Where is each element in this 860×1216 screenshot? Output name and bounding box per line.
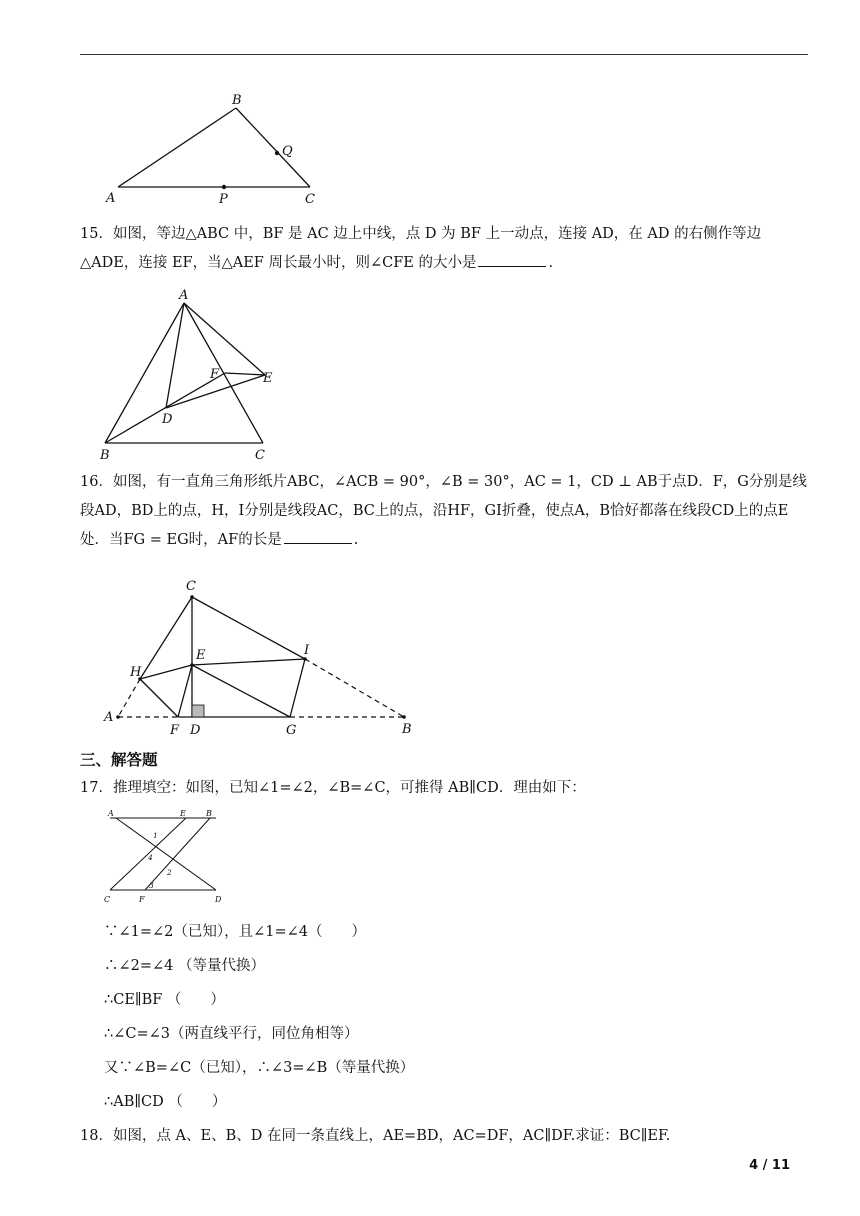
label-f: F [210, 367, 220, 382]
question-15 [80, 220, 810, 278]
answer-blank-16[interactable] [284, 529, 352, 544]
label-b: B [232, 93, 242, 108]
label-e: E [180, 809, 186, 818]
label-c: C [305, 192, 315, 207]
label-e: E [263, 371, 273, 386]
figure-equilateral-ade [95, 285, 295, 465]
label-i: I [304, 643, 310, 658]
label-c: C [255, 448, 265, 463]
figure-triangle-apq [100, 90, 340, 210]
angle-1: 1 [153, 831, 158, 840]
question-17-intro: 17．推理填空：如图，已知∠1=∠2，∠B=∠C，可推得 AB∥CD．理由如下： [80, 780, 586, 796]
label-a: A [106, 191, 116, 206]
q17-step-1: ∵∠1=∠2（已知），且∠1=∠4（ ） [104, 924, 367, 940]
section-heading: 三、解答题 [80, 751, 158, 769]
label-d: D [162, 412, 173, 427]
label-p: P [219, 192, 228, 207]
q17-step-5: 又∵∠B=∠C（已知），∴∠3=∠B（等量代换） [104, 1060, 415, 1076]
q17-step-4: ∴∠C=∠3（两直线平行，同位角相等） [104, 1026, 359, 1042]
label-q: Q [282, 144, 293, 159]
label-c: C [186, 579, 196, 594]
label-b: B [100, 448, 110, 463]
question-16 [80, 468, 810, 555]
question-16-end: . [353, 532, 359, 548]
answer-blank-15[interactable] [478, 252, 546, 267]
header-rule [80, 54, 808, 55]
q17-step-6: ∴AB∥CD （ ） [104, 1094, 227, 1110]
label-c: C [104, 895, 111, 904]
page-number: 4 / 11 [749, 1158, 790, 1173]
question-15-text: 15．如图，等边△ABC 中，BF 是 AC 边上中线，点 D 为 BF 上一动点，连接 AD，在 AD 的右侧作等边△ADE，连接 EF，当△AEF 周长最小时，则∠CFE 的大小是 [80, 226, 762, 271]
figure-folded-triangle [100, 575, 430, 745]
q17-step-3: ∴CE∥BF （ ） [104, 992, 225, 1008]
label-h: H [130, 665, 142, 680]
label-a: A [179, 288, 189, 303]
label-a: A [104, 710, 114, 725]
label-b: B [206, 809, 212, 818]
question-15-end: . [548, 255, 554, 271]
label-d: D [190, 723, 201, 738]
question-18: 18．如图，点 A、E、B、D 在同一条直线上，AE=BD，AC=DF，AC∥DF.求证：BC∥EF. [80, 1128, 671, 1144]
label-a: A [108, 809, 114, 818]
segment-ab [118, 108, 236, 187]
angle-4: 4 [148, 853, 153, 862]
label-g: G [286, 723, 297, 738]
angle-3: 3 [149, 881, 154, 890]
label-f: F [170, 723, 180, 738]
label-d: D [215, 895, 222, 904]
point-q [275, 151, 279, 155]
point-p [222, 185, 226, 189]
segment-bc [236, 108, 310, 187]
question-16-text: 16．如图，有一直角三角形纸片ABC，∠ACB = 90°，∠B = 30°，AC = 1，CD ⊥ AB于点D．F，G分别是线段AD，BD上的点，H，I分别是线段AC，BC上的点，沿HF，GI折叠，使点A，B恰好都落在线段CD上的点E处．当FG = EG时，AF的长是 [80, 474, 807, 548]
label-f: F [139, 895, 145, 904]
figure-parallel-lines [98, 806, 228, 910]
label-b: B [402, 722, 412, 737]
label-e: E [196, 648, 206, 663]
angle-2: 2 [167, 868, 172, 877]
q17-step-2: ∴∠2=∠4 （等量代换） [104, 958, 266, 974]
